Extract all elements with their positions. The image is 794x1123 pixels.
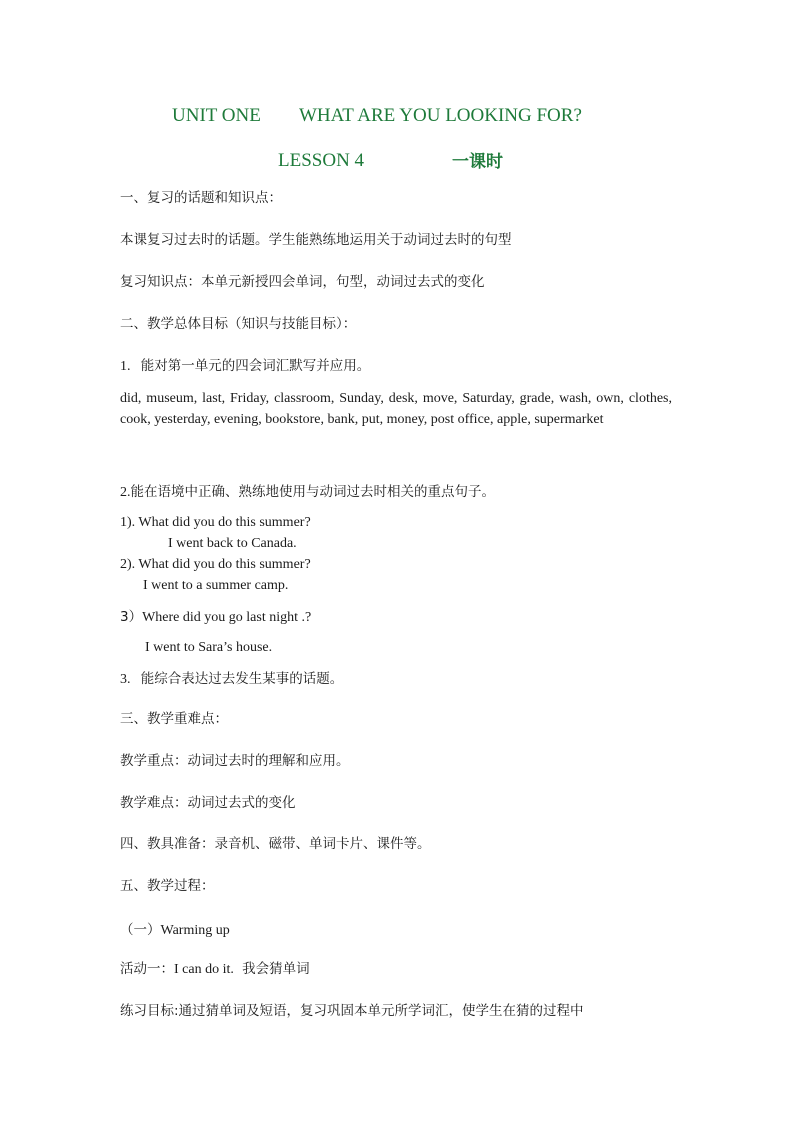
- unit-question: WHAT ARE YOU LOOKING FOR?: [299, 105, 582, 126]
- goal-1-number: 1.: [120, 359, 131, 374]
- section-1-heading: 一、复习的话题和知识点：: [120, 190, 282, 206]
- lesson-title: LESSON 4: [278, 150, 365, 171]
- goal-3: [120, 670, 343, 689]
- sentence-3-answer: I went to Sara’s house.: [145, 640, 273, 655]
- section-4-heading: 四、教具准备：录音机、磁带、单词卡片、课件等。: [120, 836, 431, 852]
- practice-goal: 练习目标:通过猜单词及短语，复习巩固本单元所学词汇，使学生在猜的过程中: [120, 1003, 584, 1019]
- sentence-3-text: Where did you go last night .?: [142, 610, 312, 625]
- section-2-heading: 二、教学总体目标（知识与技能目标）：: [120, 316, 357, 332]
- section-1-topic: 本课复习过去时的话题。学生能熟练地运用关于动词过去时的句型: [120, 232, 512, 248]
- goal-3-text: 能综合表达过去发生某事的话题。: [140, 671, 344, 687]
- goal-2-text: 能在语境中正确、熟练地使用与动词过去时相关的重点句子。: [130, 484, 495, 500]
- sentence-2-question: 2). What did you do this summer?: [120, 557, 311, 572]
- key-point: 教学重点：动词过去时的理解和应用。: [120, 753, 350, 769]
- vocabulary-list: did, museum, last, Friday, classroom, Sunday, desk, move, Saturday, grade, wash, own, clothes, cook, yesterday, evening, bookstore, bank, put, money, post office, apple, supermarket: [120, 391, 672, 427]
- section-3-heading: 三、教学重难点：: [120, 711, 228, 727]
- activity-1-cn: 我会猜单词: [242, 961, 310, 977]
- warming-up-prefix: （一）: [120, 922, 161, 938]
- goal-2: [120, 483, 495, 502]
- sentence-3-number: 3）: [120, 609, 143, 625]
- sentence-2-answer: I went to a summer camp.: [143, 578, 289, 593]
- goal-1: [120, 357, 370, 376]
- warming-up: [120, 921, 230, 940]
- difficulty-point: 教学难点：动词过去式的变化: [120, 795, 296, 811]
- lesson-period: 一课时: [452, 152, 503, 172]
- goal-1-text: 能对第一单元的四会词汇默写并应用。: [140, 358, 371, 374]
- section-1-points: 复习知识点：本单元新授四会单词，句型，动词过去式的变化: [120, 274, 485, 290]
- sentence-1-question: 1). What did you do this summer?: [120, 515, 311, 530]
- unit-title: UNIT ONE: [172, 105, 261, 126]
- activity-1: [120, 960, 310, 979]
- goal-3-number: 3.: [120, 672, 131, 687]
- goal-2-number: 2.: [120, 485, 131, 500]
- sentence-3-question: [120, 608, 311, 627]
- section-5-heading: 五、教学过程：: [120, 878, 215, 894]
- activity-1-prefix: 活动一：: [120, 961, 174, 977]
- activity-1-en: I can do it.: [174, 962, 234, 977]
- sentence-1-answer: I went back to Canada.: [168, 536, 297, 551]
- warming-up-text: Warming up: [160, 923, 230, 938]
